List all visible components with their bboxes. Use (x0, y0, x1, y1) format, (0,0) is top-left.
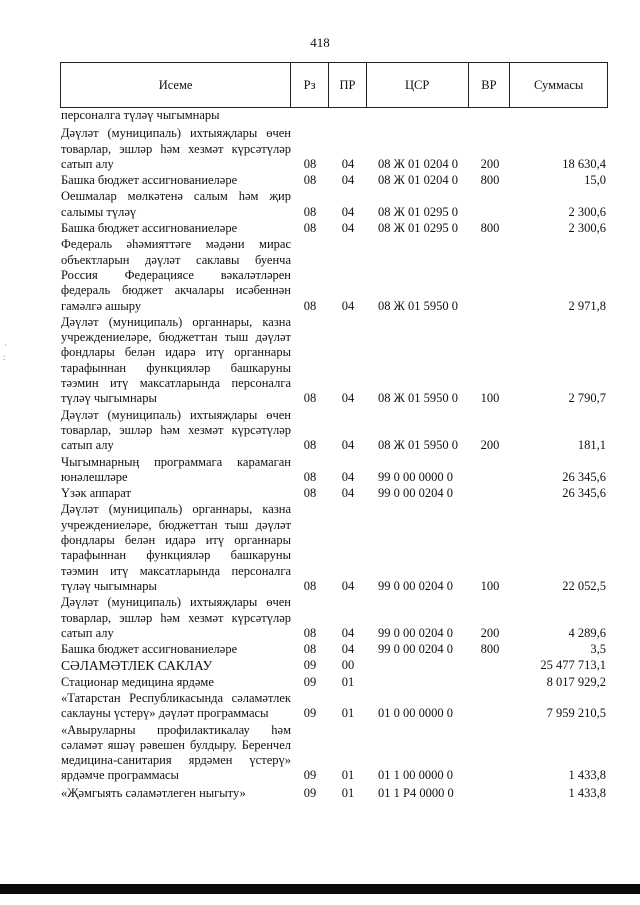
table-header (60, 62, 608, 108)
header-vr: ВР (469, 63, 511, 107)
cell-sum: 25 477 713,1 (540, 658, 606, 673)
header-sum: Суммасы (533, 77, 584, 92)
header-csr: ЦСР (367, 63, 469, 107)
cell-vr: 800 (480, 642, 500, 657)
cell-name: персоналга түләү чыгымнары (61, 108, 220, 122)
cell-rz: 08 (303, 578, 317, 593)
cell-name: Башка бюджет ассигнованиеләре (61, 221, 238, 236)
table-row (60, 173, 608, 188)
cell-vr: 100 (480, 391, 500, 406)
margin-mark: : (3, 352, 6, 362)
cell-name: Дәүләт (муниципаль) органнары, казна учреждениеләре, бюджеттан тыш дәүләт фондлары белән идарә итү органнары тарафыннан функцияләр башкаруны тәэмин итү максатларында персоналга түләү чыгымнары (61, 314, 291, 406)
header-rz: Рз (291, 63, 329, 107)
cell-rz: 08 (303, 204, 317, 219)
cell-name: Федераль әһәмияттәге мәдәни мирас объектларын дәүләт саклавы буенча Россия Федерациясе вәкаләтләрен федераль бюджет акчалары исәбеннән гамәлгә ашыру (61, 237, 291, 313)
cell-name: Чыгымнарның программага карамаган юнәлешләре (61, 454, 291, 484)
cell-sum: 26 345,6 (562, 469, 606, 484)
cell-name: Дәүләт (муниципаль) органнары, казна учреждениеләре, бюджеттан тыш дәүләт фондлары белән идарә итү органнары тарафыннан функцияләр башкаруны тәэмин итү максатларында персоналга түләү чыгымнары (61, 502, 291, 593)
cell-sum: 2 790,7 (568, 391, 606, 406)
header-pr: ПР (329, 63, 367, 107)
cell-vr: 200 (480, 438, 500, 453)
cell-rz: 08 (303, 469, 317, 484)
cell-vr: 100 (480, 578, 500, 593)
table-row (60, 455, 608, 486)
table-row (60, 691, 608, 722)
cell-sum: 18 630,4 (562, 156, 606, 171)
cell-csr: 08 Ж 01 0295 0 (378, 221, 458, 236)
cell-sum: 8 017 929,2 (546, 674, 606, 689)
page-number: 418 (310, 35, 330, 50)
cell-pr: 04 (341, 221, 355, 236)
cell-csr: 99 0 00 0204 0 (378, 486, 453, 501)
cell-name: Башка бюджет ассигнованиеләре (61, 642, 238, 657)
cell-rz: 08 (303, 298, 317, 313)
cell-name: Дәүләт (муниципаль) ихтыяҗлары өчен товарлар, эшләр һәм хезмәт күрсәтүләр сатып алу (61, 407, 291, 453)
cell-csr: 01 1 Р4 0000 0 (378, 785, 454, 800)
cell-rz: 09 (303, 768, 317, 783)
cell-rz: 08 (303, 642, 317, 657)
table-row (60, 723, 608, 784)
table-row (60, 189, 608, 220)
cell-rz: 08 (303, 486, 317, 501)
cell-name: Үзәк аппарат (61, 486, 131, 501)
cell-rz: 08 (303, 173, 317, 188)
table-row (60, 237, 608, 313)
cell-pr: 04 (341, 625, 355, 640)
cell-pr: 04 (341, 642, 355, 657)
cell-name: «Җәмгыять сәламәтлеген ныгыту» (61, 785, 246, 800)
cell-pr: 04 (341, 578, 355, 593)
cell-csr: 08 Ж 01 5950 0 (378, 438, 458, 453)
cell-csr: 01 1 00 0000 0 (378, 768, 453, 783)
cell-sum: 3,5 (590, 642, 606, 657)
cell-name: Дәүләт (муниципаль) ихтыяҗлары өчен товарлар, эшләр һәм хезмәт күрсәтүләр сатып алу (61, 595, 291, 640)
cell-rz: 09 (303, 674, 317, 689)
cell-sum: 2 971,8 (568, 298, 606, 313)
cell-csr: 99 0 00 0204 0 (378, 625, 453, 640)
cell-name: «Авыруларны профилактикалау һәм сәламәт яшәү рәвешен булдыру. Беренчел медицина-санитария ярдәмен үстерү» ярдәмче программасы (61, 722, 291, 783)
cell-pr: 04 (341, 298, 355, 313)
cell-csr: 08 Ж 01 0204 0 (378, 173, 458, 188)
cell-csr: 99 0 00 0000 0 (378, 469, 453, 484)
cell-csr: 08 Ж 01 0204 0 (378, 156, 458, 171)
cell-csr: 08 Ж 01 5950 0 (378, 298, 458, 313)
scan-edge-bar (0, 884, 640, 894)
cell-csr: 01 0 00 0000 0 (378, 706, 453, 721)
cell-sum: 26 345,6 (562, 486, 606, 501)
cell-pr: 04 (341, 469, 355, 484)
cell-vr: 800 (480, 221, 500, 236)
cell-pr: 01 (341, 674, 355, 689)
cell-rz: 08 (303, 156, 317, 171)
table-row (60, 408, 608, 454)
header-name: Исеме (61, 63, 291, 107)
cell-pr: 01 (341, 768, 355, 783)
cell-sum: 1 433,8 (568, 785, 606, 800)
cell-csr: 99 0 00 0204 0 (378, 642, 453, 657)
cell-sum: 7 959 210,5 (546, 706, 606, 721)
budget-table (60, 62, 608, 801)
cell-pr: 04 (341, 156, 355, 171)
table-row (60, 658, 608, 673)
table-row (60, 595, 608, 641)
cell-sum: 22 052,5 (562, 578, 606, 593)
table-row (60, 502, 608, 594)
cell-name: «Татарстан Республикасында сәламәтлек саклауны үстерү» дәүләт программасы (61, 690, 291, 721)
cell-rz: 09 (303, 785, 317, 800)
cell-csr: 08 Ж 01 5950 0 (378, 391, 458, 406)
cell-sum: 181,1 (577, 438, 606, 453)
cell-sum: 15,0 (584, 173, 606, 188)
cell-sum: 4 289,6 (568, 625, 606, 640)
cell-pr: 04 (341, 438, 355, 453)
cell-pr: 04 (341, 391, 355, 406)
cell-rz: 09 (303, 706, 317, 721)
cell-csr: 08 Ж 01 0295 0 (378, 204, 458, 219)
cell-sum: 2 300,6 (568, 221, 606, 236)
cell-csr: 99 0 00 0204 0 (378, 578, 453, 593)
table-row (60, 486, 608, 501)
cell-vr: 800 (480, 173, 500, 188)
cell-vr: 200 (480, 625, 500, 640)
cell-name: Стационар медицина ярдәме (61, 674, 214, 689)
table-row (60, 221, 608, 236)
cell-rz: 09 (303, 658, 317, 673)
cell-rz: 08 (303, 221, 317, 236)
cell-name: СӘЛАМӘТЛЕК САКЛАУ (61, 658, 213, 674)
cell-sum: 1 433,8 (568, 768, 606, 783)
cell-rz: 08 (303, 438, 317, 453)
cell-rz: 08 (303, 391, 317, 406)
table-row (60, 642, 608, 657)
table-row (60, 675, 608, 690)
cell-rz: 08 (303, 625, 317, 640)
table-row (60, 315, 608, 407)
cell-name: Дәүләт (муниципаль) ихтыяҗлары өчен товарлар, эшләр һәм хезмәт күрсәтүләр сатып алу (61, 126, 291, 171)
table-body (60, 108, 608, 801)
table-row (60, 126, 608, 172)
cell-sum: 2 300,6 (568, 204, 606, 219)
margin-mark: · (4, 340, 7, 350)
cell-pr: 04 (341, 486, 355, 501)
cell-pr: 01 (341, 706, 355, 721)
cell-pr: 01 (341, 785, 355, 800)
table-row (60, 786, 608, 801)
cell-pr: 00 (341, 658, 355, 673)
cell-pr: 04 (341, 204, 355, 219)
cell-pr: 04 (341, 173, 355, 188)
table-row (60, 108, 608, 123)
cell-vr: 200 (480, 156, 500, 171)
cell-name: Оешмалар мөлкәтенә салым һәм җир салымы түләү (61, 189, 291, 219)
cell-name: Башка бюджет ассигнованиеләре (61, 173, 238, 188)
